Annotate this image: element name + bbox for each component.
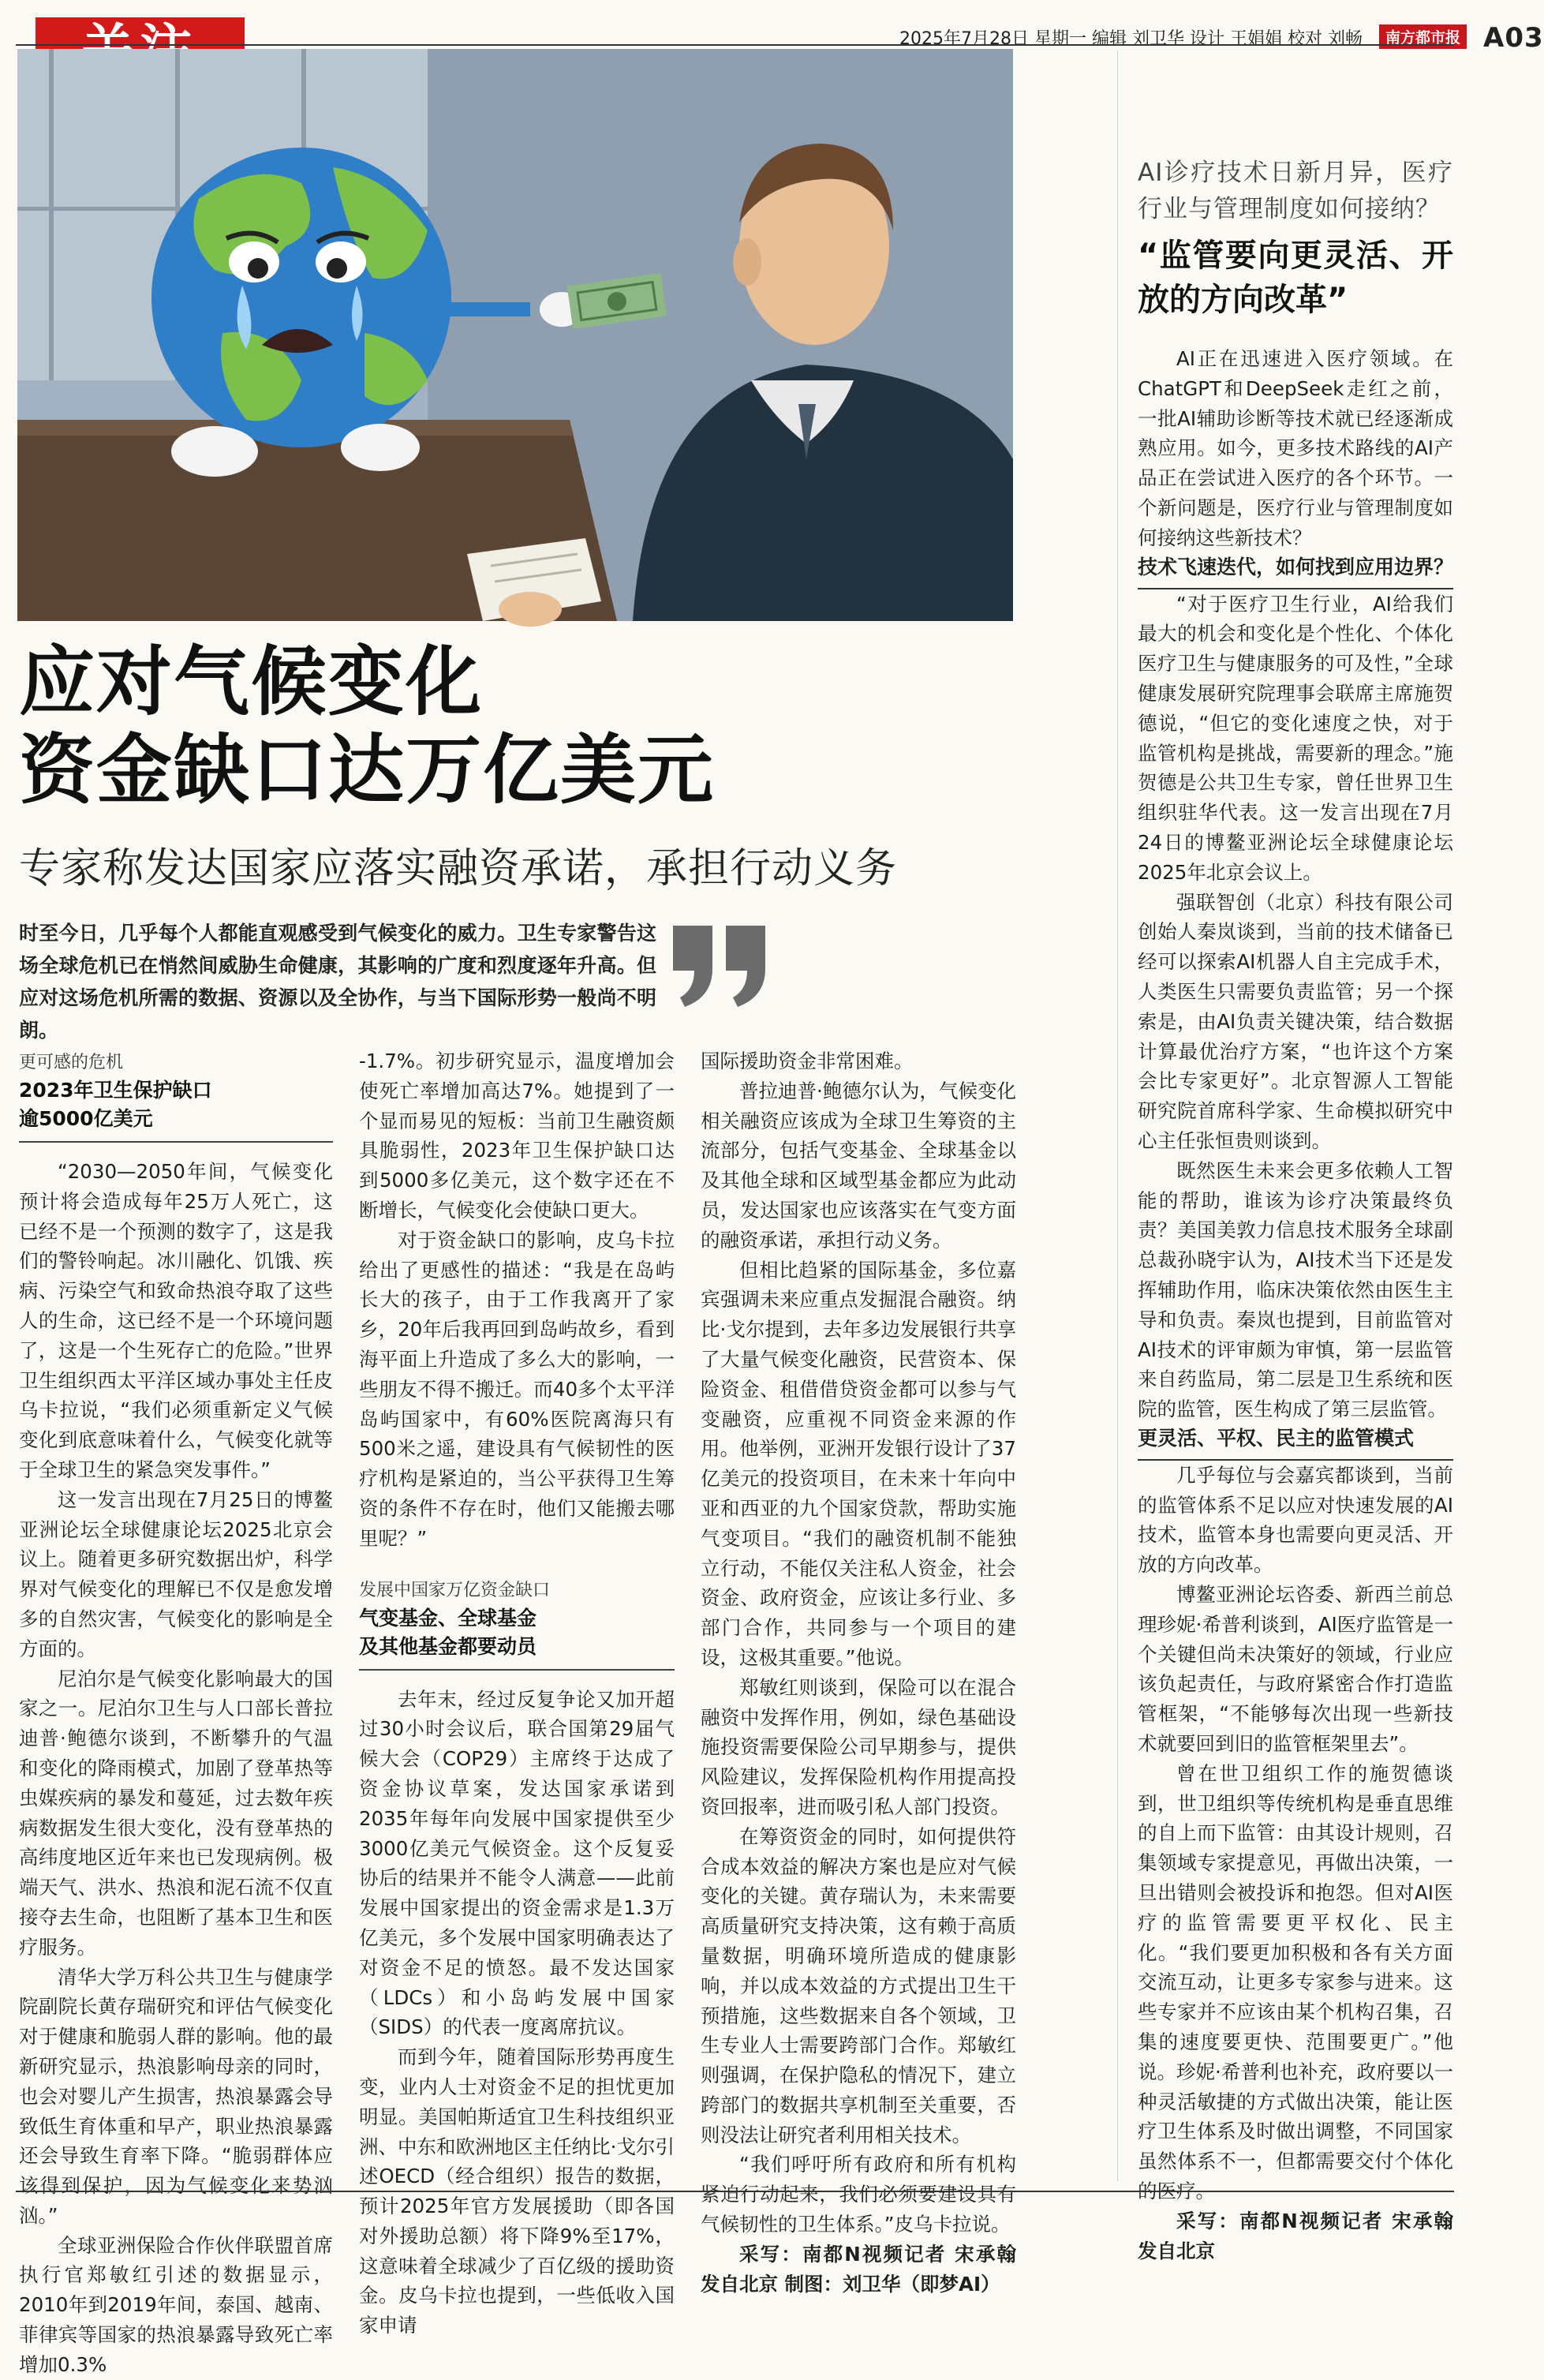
section-2-label: 发展中国家万亿资金缺口 xyxy=(359,1580,551,1600)
lead-paragraph: 时至今日，几乎每个人都能直观感受到气候变化的威力。卫生专家警告这场全球危机已在悄然间威胁生命健康，其影响的广度和烈度逐年升高。但应对这场危机所需的数据、资源以及全协作，与当下国际形势一般尚不明朗。 xyxy=(19,922,656,1042)
paragraph: 对于资金缺口的影响，皮乌卡拉给出了更感性的描述：“我是在岛屿长大的孩子，由于工作我离开了家乡，20年后我再回到岛屿故乡，看到海平面上升造成了多么大的影响，一些朋友不得不搬迁。而40多个太平洋岛屿国家中，有60%医院离海只有500米之遥，建设具有气候韧性的医疗机构是紧迫的，当公平获得卫生筹资的条件不存在时，他们又能搬去哪里呢？” xyxy=(359,1228,675,1550)
proofreader-credit: 校对 刘畅 xyxy=(1288,29,1363,49)
section-2-head-2: 及其他基金都要动员 xyxy=(359,1634,537,1658)
sidebar-article xyxy=(1138,155,1453,2266)
paragraph: 曾在世卫组织工作的施贺德谈到，世卫组织等传统机构是垂直思维的自上而下监管：由其设计规则，召集领域专家提意见，再做出决策，一旦出错则会被投诉和抱怨。但对AI医疗的监管需要更平权化、民主化。“我们要更加积极和各有关方面交流互动，让更多专家参与进来。这些专家并不应该由某个机构召集，召集的速度要更快、范围要更广。”他说。珍妮·希普利也补充，政府要以一种灵活敏捷的方式做出决策，能让医疗卫生体系及时做出调整，不同国家虽然体系不一，但都需要交付个体化的医疗。 xyxy=(1138,1761,1453,2203)
paragraph: 在筹资资金的同时，如何提供符合成本效益的解决方案也是应对气候变化的关键。黄存瑞认为，未来需要高质量研究支持决策，这有赖于高质量数据，明确环境所造成的健康影响，并以成本效益的方式提出卫生干预措施，这些数据来自各个领域，卫生专业人士需要跨部门合作。郑敏红则强调，在保护隐私的情况下，建立跨部门的数据共享机制至关重要，否则没法让研究者利用相关技术。 xyxy=(701,1824,1016,2146)
article-byline: 采写：南都N视频记者 宋承翰 发自北京 制图：刘卫华（即梦AI） xyxy=(701,2242,1016,2296)
sidebar-byline: 采写：南都N视频记者 宋承翰 发自北京 xyxy=(1138,2209,1453,2262)
sub-headline: 专家称发达国家应落实融资承诺，承担行动义务 xyxy=(19,845,898,892)
paragraph: 郑敏红则谈到，保险可以在混合融资中发挥作用，例如，绿色基础设施投资需要保险公司早期参与，提供风险建议，发挥保险机构作用提高投资回报率，进而吸引私人部门投资。 xyxy=(701,1675,1016,1818)
article-column-1 xyxy=(19,1050,333,2380)
crying-earth-illustration xyxy=(17,49,1013,621)
paragraph: -1.7%。初步研究显示，温度增加会使死亡率增加高达7%。她提到了一个显而易见的短板：当前卫生融资颇具脆弱性，2023年卫生保护缺口达到5000多亿美元，这个数字还在不断增长，气候变化会使缺口更大。 xyxy=(359,1050,675,1222)
paragraph: 尼泊尔是气候变化影响最大的国家之一。尼泊尔卫生与人口部长普拉迪普·鲍德尔谈到，不断攀升的气温和变化的降雨模式，加剧了登革热等虫媒疾病的暴发和蔓延，过去数年疾病数据发生很大变化，没有登革热的高纬度地区近年来也已发现病例。极端天气、洪水、热浪和泥石流不仅直接夺去生命，也阻断了基本卫生和医疗服务。 xyxy=(19,1667,333,1959)
illustration-art xyxy=(17,49,1013,621)
issue-weekday: 星期一 xyxy=(1034,29,1086,49)
section-1-header xyxy=(19,1050,333,1143)
paragraph: “我们呼吁所有政府和所有机构紧迫行动起来，我们必须要建设具有气候韧性的卫生体系。”皮乌卡拉说。 xyxy=(701,2153,1016,2236)
paragraph: 普拉迪普·鲍德尔认为，气候变化相关融资应该成为全球卫生筹资的主流部分，包括气变基金、全球基金以及其他全球和区域型基金都应为此动员，发达国家也应该落实在气变方面的融资承诺，承担行动义务。 xyxy=(701,1079,1016,1252)
paragraph: “2030—2050年间，气候变化预计将会造成每年25万人死亡，这已经不是一个预测的数字了，这是我们的警铃响起。冰川融化、饥饿、疾病、污染空气和致命热浪夺取了这些人的生命，这已经不是一个环境问题了，这是一个生死存亡的危险。”世界卫生组织西太平洋区域办事处主任皮乌卡拉说，“我们必须重新定义气候变化到底意味着什么，气候变化就等于全球卫生的紧急突发事件。” xyxy=(19,1160,333,1481)
column-divider xyxy=(1117,51,1118,2181)
paragraph: 几乎每位与会嘉宾都谈到，当前的监管体系不足以应对快速发展的AI技术，监管本身也需要向更灵活、开放的方向改革。 xyxy=(1138,1463,1453,1577)
paragraph: 博鳌亚洲论坛咨委、新西兰前总理珍妮·希普利谈到，AI医疗监管是一个关键但尚未决策好的领域，行业应该负起责任，与政府紧密合作打造监管框架，“不能够每次出现一些新技术就要回到旧的监管框架里去”。 xyxy=(1138,1583,1453,1756)
main-headline xyxy=(19,638,1013,814)
footer-rule xyxy=(16,2191,1454,2192)
section-2-head-1: 气变基金、全球基金 xyxy=(359,1606,537,1630)
section-1-head-1: 2023年卫生保护缺口 xyxy=(19,1079,212,1102)
section-1-label: 更可感的危机 xyxy=(19,1053,124,1072)
designer-credit: 设计 王娟娟 xyxy=(1190,29,1282,49)
paragraph: 国际援助资金非常困难。 xyxy=(701,1050,914,1072)
paragraph: 全球亚洲保险合作伙伴联盟首席执行官郑敏红引述的数据显示，2010年到2019年间，泰国、越南、菲律宾等国家的热浪暴露导致死亡率增加0.3% xyxy=(19,2233,333,2376)
quote-mark-icon xyxy=(669,922,772,1009)
newspaper-logo: 南方都市报 xyxy=(1379,24,1467,49)
sidebar-section-head-1: 技术飞速迭代，如何找到应用边界？ xyxy=(1138,553,1453,589)
paragraph: 但相比趋紧的国际基金，多位嘉宾强调未来应重点发掘混合融资。纳比·戈尔提到，去年多边发展银行共享了大量气候变化融资，民营资本、保险资金、租借借贷资金都可以参与气变融资，应重视不同资金来源的作用。他举例，亚洲开发银行设计了37亿美元的投资项目，在未来十年向中亚和西亚的九个国家贷款，帮助实施气变项目。“我们的融资机制不能独立行动，不能仅关注私人资金，社会资金、政府资金，应该让多行业、多部门合作，共同参与一个项目的建设，这极其重要。”他说。 xyxy=(701,1258,1016,1669)
paragraph: 既然医生未来会更多依赖人工智能的帮助，谁该为诊疗决策最终负责？美国美敦力信息技术服务全球副总裁孙晓宇认为，AI技术当下还是发挥辅助作用，临床决策依然由医生主导和负责。秦岚也提到，目前监管对AI技术的评审颇为审慎，第一层监管来自药监局，第二层是卫生系统和医院的监管，医生构成了第三层监管。 xyxy=(1138,1158,1453,1421)
section-1-head-2: 逾5000亿美元 xyxy=(19,1107,153,1130)
article-column-3 xyxy=(701,1046,1016,2299)
headline-line-2: 资金缺口达万亿美元 xyxy=(19,726,715,814)
article-column-2 xyxy=(359,1046,675,2341)
page-number: A03 xyxy=(1483,22,1544,54)
sidebar-headline: “监管要向更灵活、开放的方向改革” xyxy=(1138,238,1453,318)
paragraph: 这一发言出现在7月25日的博鳌亚洲论坛全球健康论坛2025北京会议上。随着更多研究数据出炉，科学界对气候变化的理解已不仅是愈发增多的自然灾害，气候变化的影响是全方面的。 xyxy=(19,1488,333,1660)
paragraph: 而到今年，随着国际形势再度生变，业内人士对资金不足的担忧更加明显。美国帕斯适宜卫生科技组织亚洲、中东和欧洲地区主任纳比·戈尔引述OECD（经合组织）报告的数据，预计2025年官方发展援助（即各国对外援助总额）将下降9%至17%，这意味着全球减少了百亿级的援助资金。皮乌卡拉也提到，一些低收入国家申请 xyxy=(359,2045,675,2337)
paragraph: 强联智创（北京）科技有限公司创始人秦岚谈到，当前的技术储备已经可以探索AI机器人自主完成手术，人类医生只需要负责监管；另一个探索是，由AI负责关键决策，结合数据计算最优治疗方案，“也许这个方案会比专家更好”。北京智源人工智能研究院首席科学家、生命模拟研究中心主任张恒贵则谈到。 xyxy=(1138,890,1453,1152)
editor-credit: 编辑 刘卫华 xyxy=(1092,29,1184,49)
paragraph: 清华大学万科公共卫生与健康学院副院长黄存瑞研究和评估气候变化对于健康和脆弱人群的影响。他的最新研究显示，热浪影响母亲的同时，也会对婴儿产生损害，热浪暴露会导致低生育体重和早产，职业热浪暴露还会导致生育率下降。“脆弱群体应该得到保护，因为气候变化来势汹汹。” xyxy=(19,1965,333,2227)
issue-date: 2025年7月28日 xyxy=(899,29,1029,49)
paragraph: AI正在迅速进入医疗领域。在ChatGPT和DeepSeek走红之前，一批AI辅助诊断等技术就已经逐渐成熟应用。如今，更多技术路线的AI产品正在尝试进入医疗的各个环节。一个新问题是，医疗行业与管理制度如何接纳这些新技术？ xyxy=(1138,347,1453,549)
headline-line-1: 应对气候变化 xyxy=(19,638,483,726)
header-rule xyxy=(16,44,1454,46)
sidebar-section-head-2: 更灵活、平权、民主的监管模式 xyxy=(1138,1424,1453,1461)
section-2-header xyxy=(359,1577,675,1671)
paragraph: 去年末，经过反复争论又加开超过30小时会议后，联合国第29届气候大会（COP29）主席终于达成了资金协议草案，发达国家承诺到2035年每年向发展中国家提供至少3000亿美元气候资金。这个反复妥协后的结果并不能令人满意——此前发展中国家提出的资金需求是1.3万亿美元，多个发展中国家明确表达了对资金不足的愤怒。最不发达国家（LDCs）和小岛屿发展中国家（SIDS）的代表一度离席抗议。 xyxy=(359,1687,675,2039)
sidebar-intro: AI诊疗技术日新月异，医疗行业与管理制度如何接纳？ xyxy=(1138,159,1453,223)
paragraph: “对于医疗卫生行业，AI给我们最大的机会和变化是个性化、个体化医疗卫生与健康服务的可及性，”全球健康发展研究院理事会联席主席施贺德说，“但它的变化速度之快，对于监管机构是挑战，需要新的理念。”施贺德是公共卫生专家，曾任世界卫生组织驻华代表。这一发言出现在7月24日的博鳌亚洲论坛全球健康论坛2025年北京会议上。 xyxy=(1138,592,1453,884)
